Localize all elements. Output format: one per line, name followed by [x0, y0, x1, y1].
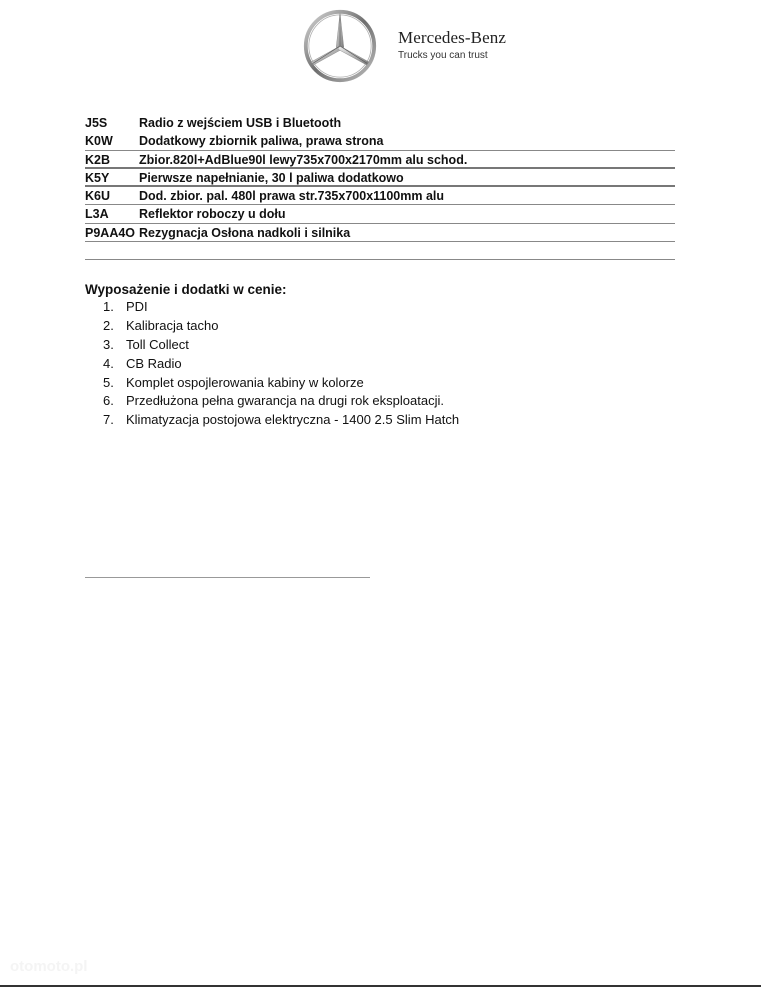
brand-tagline: Trucks you can trust: [398, 50, 488, 61]
equipment-title: Wyposażenie i dodatki w cenie:: [85, 282, 287, 297]
option-description: Dodatkowy zbiornik paliwa, prawa strona: [139, 134, 384, 149]
option-description: Radio z wejściem USB i Bluetooth: [139, 116, 342, 130]
signature-line: [85, 577, 370, 578]
option-row: [85, 169, 675, 187]
list-number: 1.: [103, 299, 114, 314]
list-number: 7.: [103, 412, 114, 428]
watermark: otomoto.pl: [10, 958, 88, 975]
option-code: K5Y: [85, 170, 110, 185]
option-row: [85, 187, 675, 205]
option-row: [85, 132, 675, 150]
section-divider: [85, 259, 675, 260]
option-code: P9AA4O: [85, 225, 136, 240]
brand-logo: [302, 8, 522, 84]
list-number: 5.: [103, 374, 114, 390]
option-code: L3A: [85, 207, 109, 222]
list-text: Toll Collect: [126, 336, 189, 352]
list-text: CB Radio: [126, 355, 182, 371]
option-code: K6U: [85, 189, 111, 204]
option-code: K2B: [85, 152, 111, 167]
brand-name: Mercedes-Benz: [398, 28, 506, 47]
option-code: K0W: [85, 134, 113, 149]
option-description: Rezygnacja Osłona nadkoli i silnika: [139, 225, 351, 240]
option-row: [85, 151, 675, 169]
option-row: [85, 205, 675, 223]
mercedes-star-icon: [302, 8, 378, 84]
option-description: Pierwsze napełnianie, 30 l paliwa dodatkowo: [139, 170, 404, 185]
list-text: PDI: [126, 299, 148, 314]
list-number: 2.: [103, 317, 114, 333]
option-code: J5S: [85, 116, 108, 130]
option-row: [85, 114, 675, 132]
list-text: Przedłużona pełna gwarancja na drugi rok eksploatacji.: [126, 393, 444, 409]
list-text: Kalibracja tacho: [126, 317, 219, 333]
list-number: 4.: [103, 355, 114, 371]
list-number: 6.: [103, 393, 114, 409]
options-table: [85, 114, 675, 242]
option-description: Zbior.820l+AdBlue90l lewy735x700x2170mm alu schod.: [139, 152, 468, 167]
option-description: Dod. zbior. pal. 480l prawa str.735x700x1100mm alu: [139, 189, 445, 204]
option-row: [85, 224, 675, 242]
list-text: Klimatyzacja postojowa elektryczna - 1400 2.5 Slim Hatch: [126, 412, 460, 428]
list-number: 3.: [103, 336, 114, 352]
list-text: Komplet ospojlerowania kabiny w kolorze: [126, 374, 364, 390]
option-description: Reflektor roboczy u dołu: [139, 207, 286, 222]
